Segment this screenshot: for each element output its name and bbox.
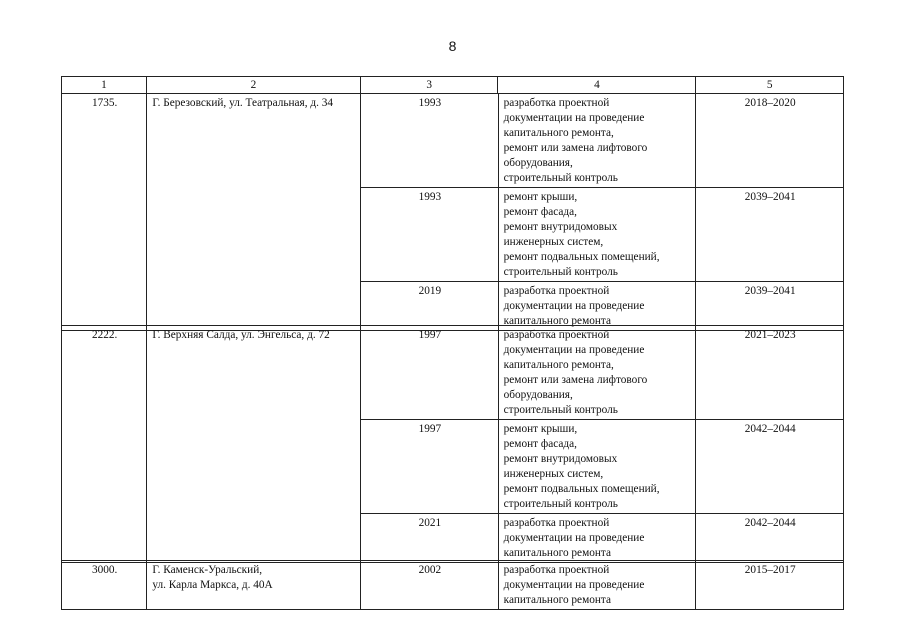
planned-period: 2042–2044 <box>696 420 844 514</box>
building-address: Г. Каменск-Уральский, ул. Карла Маркса, д. 40А <box>147 561 361 610</box>
entry-number: 3000. <box>62 561 147 610</box>
column-header-1: 1 <box>62 77 147 94</box>
work-type: разработка проектной документации на проведение капитального ремонта <box>498 514 696 563</box>
work-type: разработка проектной документации на проведение капитального ремонта, ремонт или замена лифтового оборудования, строительный контроль <box>498 94 696 188</box>
building-group <box>61 325 844 563</box>
table-row <box>62 561 844 610</box>
work-type: ремонт крыши, ремонт фасада, ремонт внутридомовых инженерных систем, ремонт подвальных помещений, строительный контроль <box>498 188 696 282</box>
planned-period: 2042–2044 <box>696 514 844 563</box>
planned-period: 2015–2017 <box>696 561 844 610</box>
build-year: 1993 <box>361 94 499 188</box>
work-type: разработка проектной документации на проведение капитального ремонта, ремонт или замена лифтового оборудования, строительный контроль <box>498 326 696 420</box>
build-year: 1997 <box>361 420 499 514</box>
build-year: 1997 <box>361 326 499 420</box>
work-type: разработка проектной документации на проведение капитального ремонта <box>498 282 696 331</box>
planned-period: 2021–2023 <box>696 326 844 420</box>
work-type: разработка проектной документации на проведение капитального ремонта <box>498 561 696 610</box>
column-header-4: 4 <box>498 77 696 94</box>
column-header-2: 2 <box>146 77 360 94</box>
work-type: ремонт крыши, ремонт фасада, ремонт внутридомовых инженерных систем, ремонт подвальных помещений, строительный контроль <box>498 420 696 514</box>
building-group <box>61 560 844 610</box>
table-row <box>62 326 844 420</box>
table-header <box>61 76 844 94</box>
build-year: 2019 <box>361 282 499 331</box>
build-year: 2021 <box>361 514 499 563</box>
planned-period: 2039–2041 <box>696 282 844 331</box>
entry-number: 1735. <box>62 94 147 331</box>
entry-number: 2222. <box>62 326 147 563</box>
column-header-5: 5 <box>696 77 844 94</box>
planned-period: 2018–2020 <box>696 94 844 188</box>
planned-period: 2039–2041 <box>696 188 844 282</box>
page-number: 8 <box>448 38 457 54</box>
table-row <box>62 94 844 188</box>
building-address: Г. Березовский, ул. Театральная, д. 34 <box>147 94 361 331</box>
building-group <box>61 93 844 331</box>
column-header-3: 3 <box>361 77 498 94</box>
build-year: 2002 <box>361 561 499 610</box>
build-year: 1993 <box>361 188 499 282</box>
building-address: Г. Верхняя Салда, ул. Энгельса, д. 72 <box>147 326 361 563</box>
